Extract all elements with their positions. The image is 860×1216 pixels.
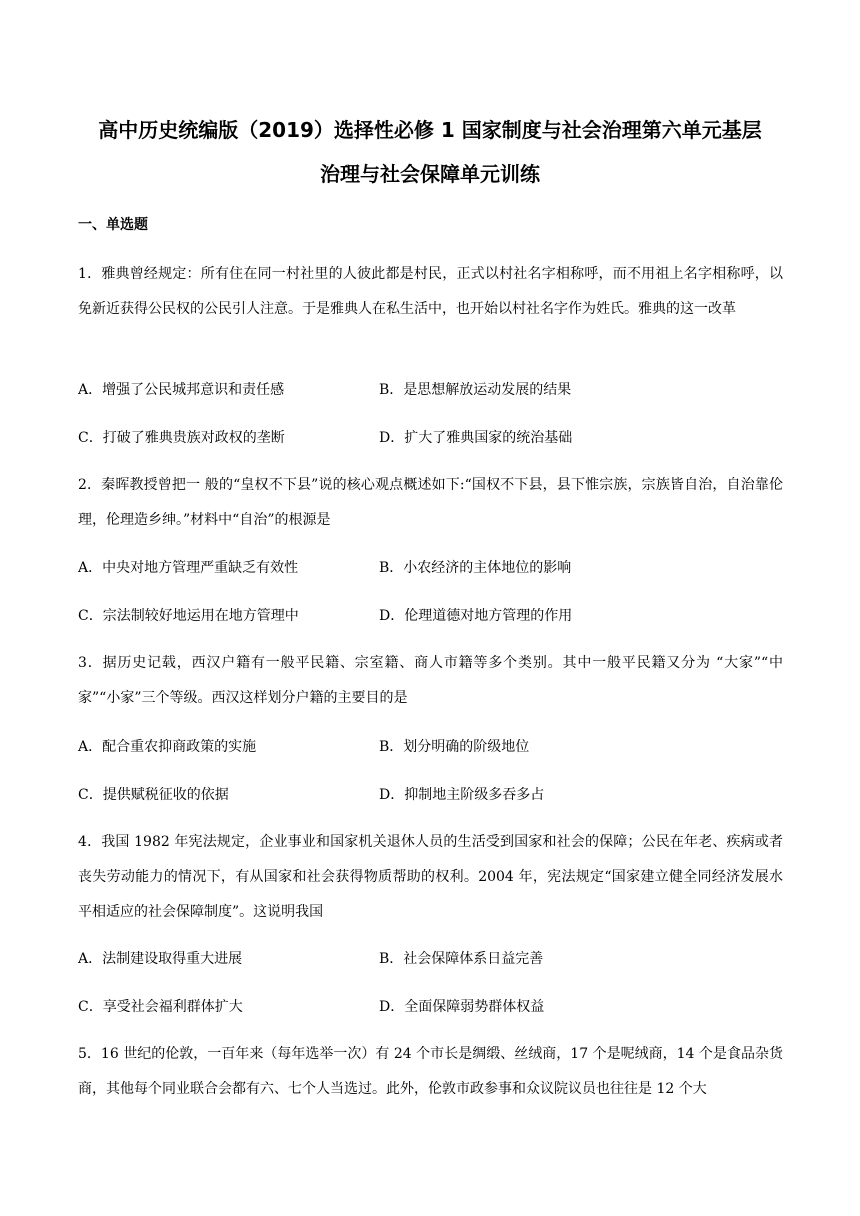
- option-a: A．法制建设取得重大进展: [78, 951, 243, 967]
- question-2-options: [78, 543, 783, 639]
- option-a: A．中央对地方管理严重缺乏有效性: [78, 560, 299, 576]
- option-d: D．抑制地主阶级多吞多占: [379, 787, 545, 803]
- question-1-options: [78, 365, 783, 461]
- option-a: A．增强了公民城邦意识和责任感: [78, 382, 285, 398]
- title-line-1: 高中历史统编版（2019）选择性必修 1 国家制度与社会治理第六单元基层: [98, 118, 762, 142]
- question-3-stem: 3．据历史记载，西汉户籍有一般平民籍、宗室籍、商人市籍等多个类别。其中一般平民籍又分为 “大家”“中家”“小家”三个等级。西汉这样划分户籍的主要目的是: [78, 655, 783, 706]
- question-4-options: [78, 934, 783, 1030]
- question-2-stem: 2．秦晖教授曾把一 般的“皇权不下县”说的核心观点概述如下:“国权不下县，县下惟宗族，宗族皆自治，自治靠伦理，伦理造乡绅。”材料中“自治”的根源是: [78, 477, 783, 528]
- option-d: D．全面保障弱势群体权益: [379, 999, 545, 1015]
- option-b: B．社会保障体系日益完善: [379, 951, 544, 967]
- document-title: [40, 108, 820, 196]
- question-5-stem: 5．16 世纪的伦敦，一百年来（每年选举一次）有 24 个市长是绸缎、丝绒商，17 个是呢绒商，14 个是食品杂货商，其他每个同业联合会都有六、七个人当选过。此外，伦敦市政参事和众议院议员也往往是 12 个大: [78, 1046, 783, 1097]
- option-c: C．宗法制较好地运用在地方管理中: [78, 608, 299, 624]
- option-a: A．配合重农抑商政策的实施: [78, 739, 257, 755]
- question-3-options: [78, 722, 783, 818]
- question-4-stem: 4．我国 1982 年宪法规定，企业事业和国家机关退休人员的生活受到国家和社会的保障；公民在年老、疾病或者丧失劳动能力的情况下，有从国家和社会获得物质帮助的权利。2004 年，宪法规定“国家建立健全同经济发展水平相适应的社会保障制度”。这说明我国: [78, 834, 783, 920]
- question-1-stem: 1．雅典曾经规定：所有住在同一村社里的人彼此都是村民，正式以村社名字相称呼，而不用祖上名字相称呼，以免新近获得公民权的公民引人注意。于是雅典人在私生活中，也开始以村社名字作为姓氏。雅典的这一改革: [78, 266, 783, 317]
- option-b: B．小农经济的主体地位的影响: [379, 560, 572, 576]
- option-d: D．扩大了雅典国家的统治基础: [379, 430, 573, 446]
- option-b: B．划分明确的阶级地位: [379, 739, 530, 755]
- option-b: B．是思想解放运动发展的结果: [379, 382, 572, 398]
- section-heading: 一、单选题: [78, 217, 148, 233]
- option-c: C．打破了雅典贵族对政权的垄断: [78, 430, 285, 446]
- option-d: D．伦理道德对地方管理的作用: [379, 608, 573, 624]
- title-line-2: 治理与社会保障单元训练: [320, 162, 540, 186]
- option-c: C．提供赋税征收的依据: [78, 787, 229, 803]
- option-c: C．享受社会福利群体扩大: [78, 999, 243, 1015]
